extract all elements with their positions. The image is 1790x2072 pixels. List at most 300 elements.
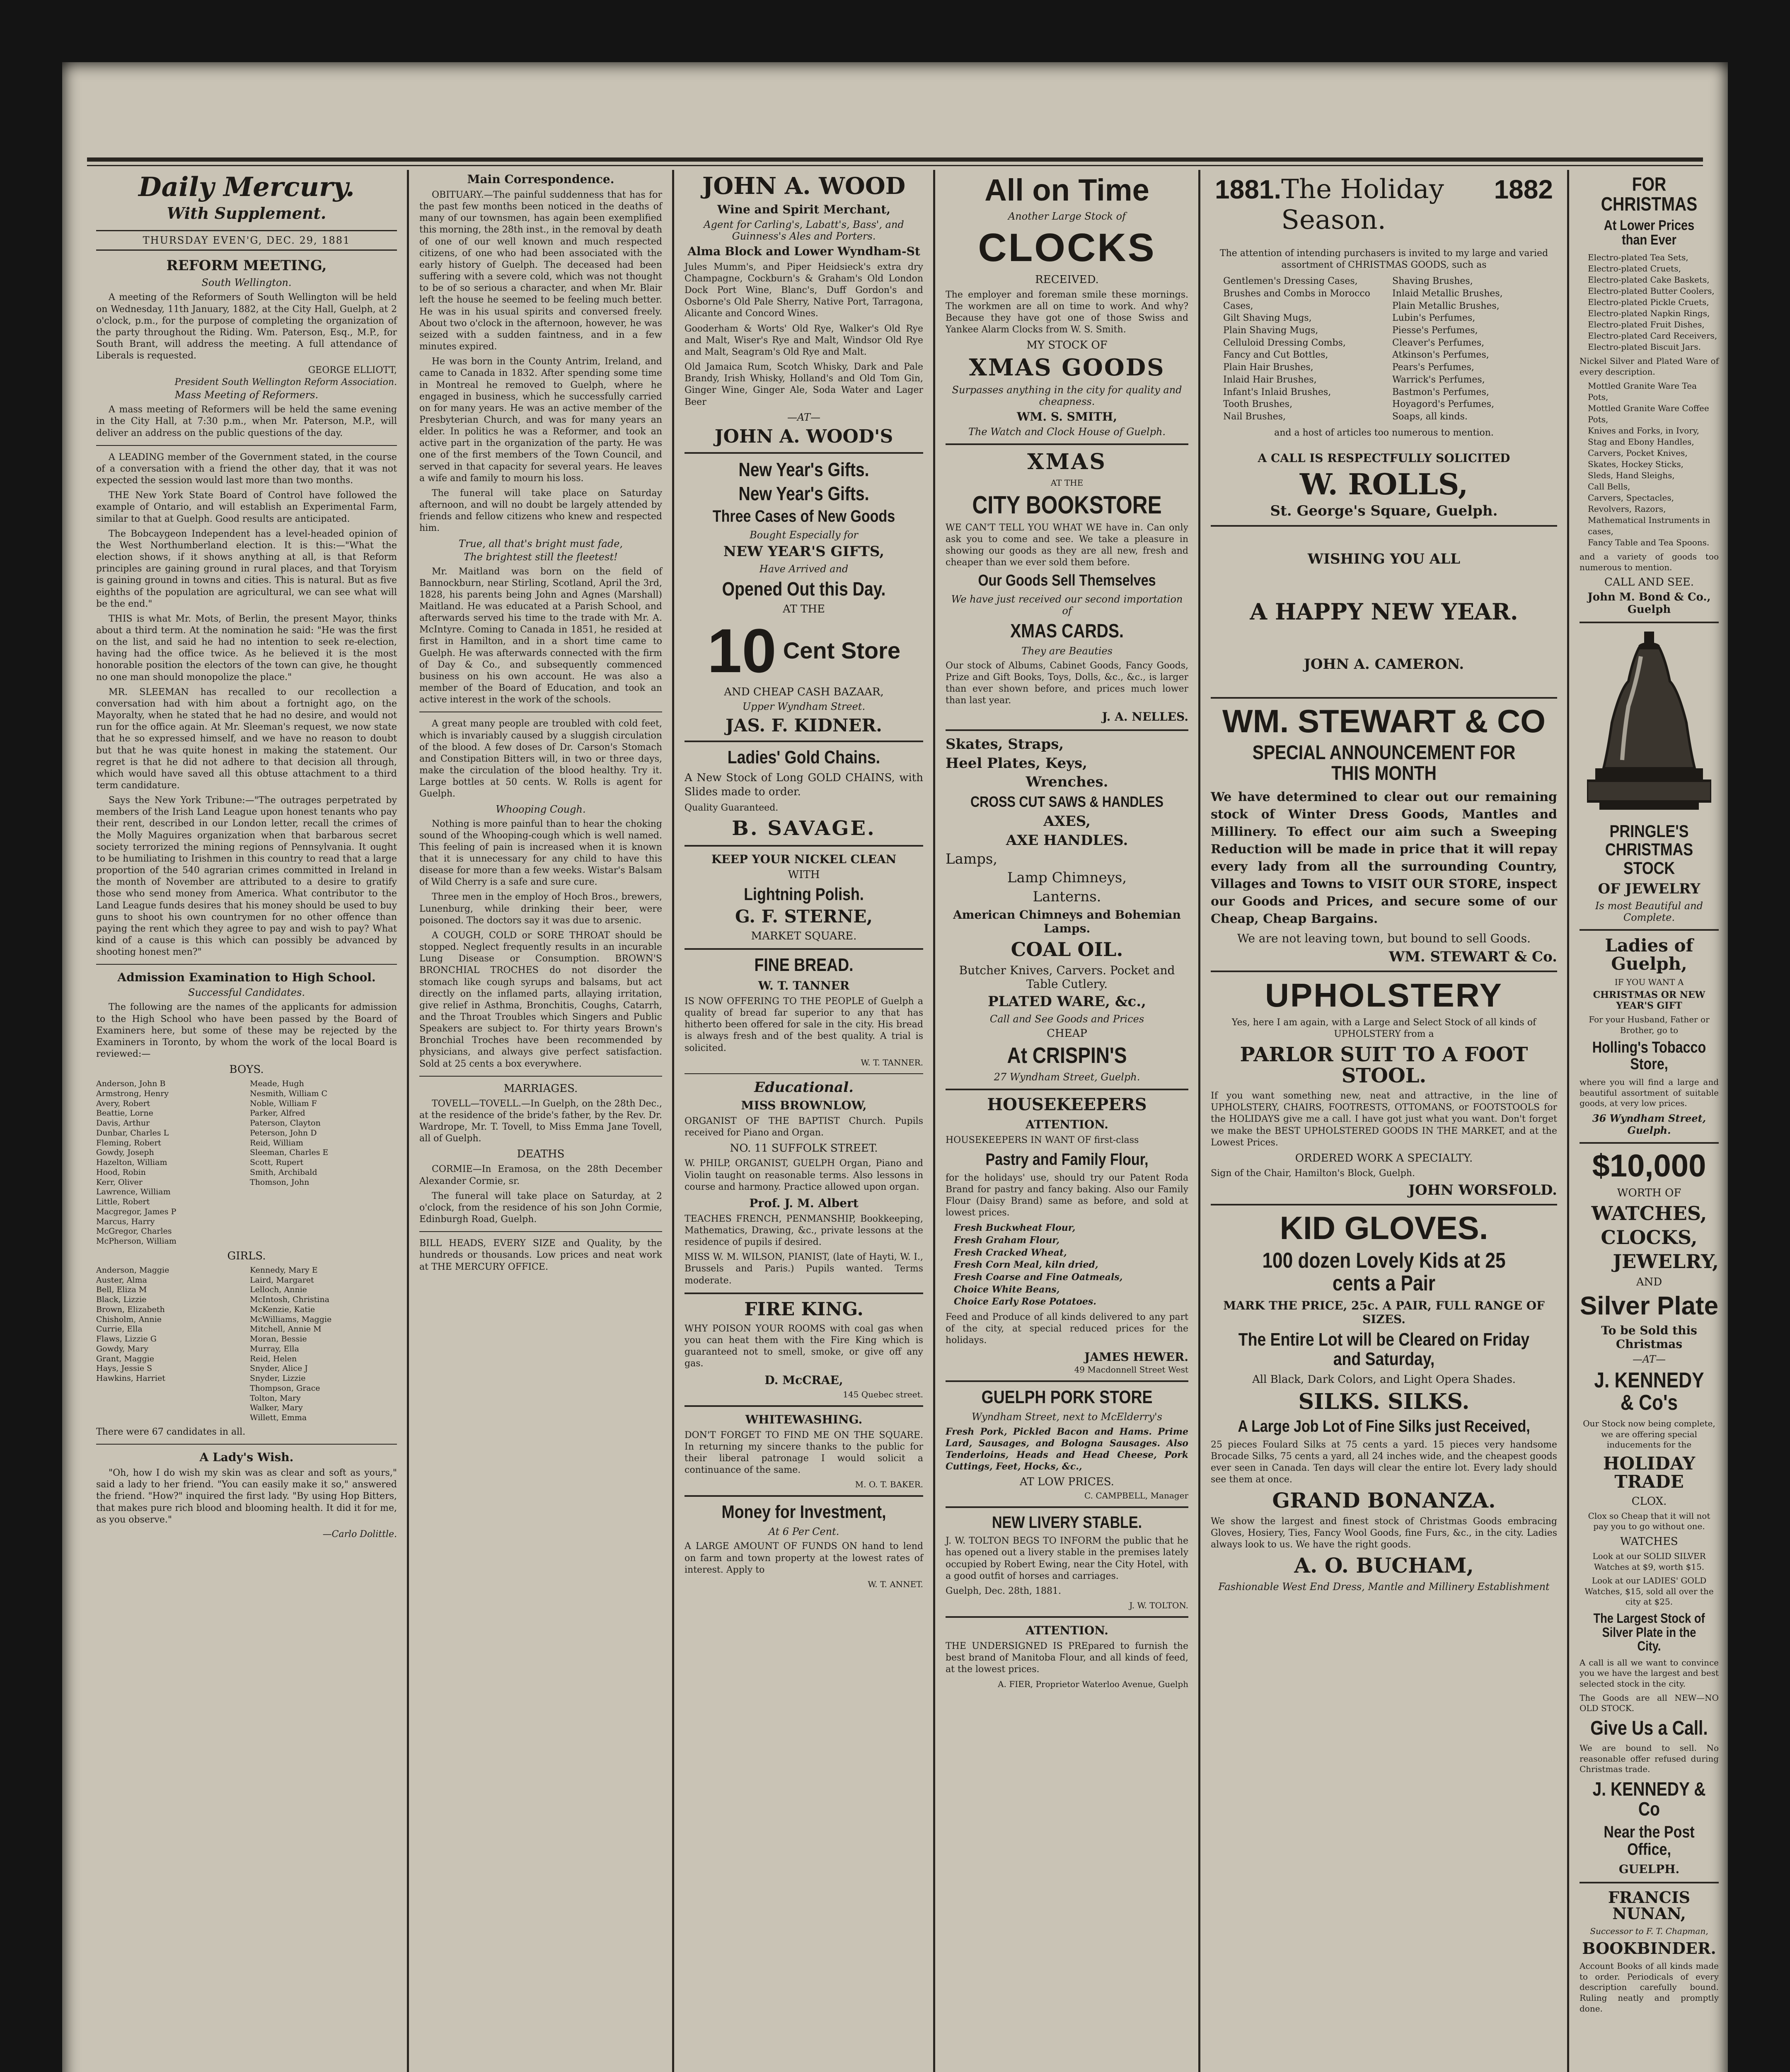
ad-cameron-name: JOHN A. CAMERON. (1304, 656, 1464, 673)
ad-stewart-signature: WM. STEWART & Co. (1389, 948, 1557, 965)
ad-text: Our stock of Albums, Cabinet Goods, Fancy Goods, Prize and Gift Books, Toys, Dolls, &c., &c., is larger than ever shown before, and prices much lower than last year. (946, 660, 1188, 706)
divider (1580, 929, 1719, 931)
list-item: Fresh Corn Meal, kiln dried, (954, 1259, 1098, 1271)
signature: A. FIER, Proprietor Waterloo Avenue, Guelph (998, 1679, 1188, 1689)
list-item: Electro-plated Napkin Rings, (1588, 308, 1710, 318)
signature: M. O. T. BAKER. (855, 1479, 923, 1490)
list-item: Marcus, Harry (96, 1217, 155, 1226)
ad-city-bookstore: CITY BOOKSTORE (972, 491, 1162, 519)
ad-brownlow-name: MISS BROWNLOW, (741, 1099, 867, 1113)
list-item: McPherson, William (96, 1237, 177, 1246)
ad-text: Look at our LADIES' GOLD Watches, $15, sold all over the city at $25. (1584, 1576, 1714, 1607)
ad-text: All Black, Dark Colors, and Light Opera Shades. (1252, 1373, 1516, 1386)
girls-column-a (96, 1266, 243, 1423)
ad-new-years-gifts: New Year's Gifts. (738, 483, 869, 505)
ad-text: CHEAP (1047, 1027, 1087, 1040)
list-heading: BOYS. (229, 1063, 264, 1076)
list-item: Kennedy, Mary E (250, 1265, 318, 1275)
ad-text: The Watch and Clock House of Guelph. (968, 426, 1166, 438)
divider (946, 1089, 1188, 1090)
ad-new-years-gifts-caps: NEW YEAR'S GIFTS, (723, 543, 885, 560)
signature: W. T. ANNET. (868, 1579, 923, 1589)
ad-text: TEACHES FRENCH, PENMANSHIP, Bookkeeping, Mathematics, Drawing, &c., private lessons at the residence of pupils if desired. (685, 1213, 923, 1248)
ad-text: CLOX. (1631, 1495, 1667, 1508)
ad-text: MARK THE PRICE, 25c. A PAIR, FULL RANGE OF SIZES. (1223, 1299, 1545, 1326)
ad-new-livery-stable: NEW LIVERY STABLE. (992, 1513, 1142, 1532)
list-item: Tolton, Mary (250, 1393, 301, 1403)
list-item: Hays, Jessie S (96, 1364, 152, 1373)
ad-mcrae-name: D. McCRAE, (764, 1373, 843, 1387)
list-item: Sleeman, Charles E (250, 1148, 329, 1157)
ad-upholstery: UPHOLSTERY (1265, 976, 1503, 1014)
boys-column-b (250, 1079, 397, 1247)
article-paragraph: THIS is what Mr. Mots, of Berlin, the present Mayor, thinks about a third term. At the nomination he said: "He was the first on the list, and said he had no intention to seek re-election, having had the office twice. As he believed it is the most honorable position the electors of the town can give, he thought no one man should monopolize the place." (96, 613, 397, 683)
column-rule (407, 170, 409, 2072)
ad-fine-bread: FINE BREAD. (754, 954, 854, 975)
list-item: Tooth Brushes, (1223, 399, 1293, 410)
ad-text: The Goods are all NEW—NO OLD STOCK. (1580, 1692, 1719, 1714)
ad-text: Fresh Pork, Pickled Bacon and Hams. Prime Lard, Sausages, and Bologna Sausages. Also Tenderloins, Heads and Head Cheese, Pork Cuttings, Feet, Hocks, &c., (946, 1426, 1188, 1472)
ad-kennedy-name: J. KENNEDY & Co's (1594, 1368, 1704, 1415)
ad-rolls-address: St. George's Square, Guelph. (1270, 503, 1498, 520)
article-paragraph: Says the New York Tribune:—"The outrages perpetrated by members of the Irish Land League upon honest tenants who pay their rent, described in our London letter, recall the crimes of the Molly Maguires organization when that barbarous secret society terrorized the mining regions of Pennsylvania. It ought to be humiliating to Irishmen in this country to read that a large proportion of the 540 agrarian crimes committed in Ireland in the month of November are attributed to a desire to gratify those who send money from America. What contributor to the Land League funds desires that his money should be used to buy guns to shoot his own countrymen for no other offence than paying the rent which they agree to pay and wish to pay? What kind of a cause is this which can possibly be advanced by shooting honest men?" (96, 795, 397, 958)
column-1 (87, 170, 406, 2072)
list-item: Anderson, John B (96, 1079, 166, 1089)
list-item: Electro-plated Tea Sets, (1588, 252, 1688, 262)
cent-store-label: Cent Store (783, 637, 900, 664)
ad-text: 27 Wyndham Street, Guelph. (994, 1071, 1140, 1083)
ad-all-on-time: All on Time (984, 173, 1149, 207)
ad-text: Heel Plates, Keys, (946, 755, 1087, 772)
list-item: Chisholm, Annie (96, 1314, 162, 1324)
ad-nunan-name: FRANCIS NUNAN, (1608, 1888, 1691, 1923)
section-heading-marriages: MARRIAGES. (503, 1082, 578, 1095)
ad-jewelry: JEWELRY, (1613, 1250, 1719, 1273)
list-item: Avery, Robert (96, 1099, 150, 1108)
signature: —Carlo Dolittle. (322, 1529, 397, 1539)
ad-text: AT THE (1050, 477, 1084, 488)
ad-text: Sign of the Chair, Hamilton's Block, Guelph. (1211, 1168, 1415, 1179)
ad-text: Yes, here I am again, with a Large and Select Stock of all kinds of UPHOLSTERY from a (1231, 1017, 1536, 1040)
list-item: Knives and Forks, in Ivory, Stag and Ebony Handles, (1588, 426, 1699, 447)
list-item: Plain Hair Brushes, (1223, 362, 1313, 373)
list-item: Paterson, Clayton (250, 1118, 321, 1128)
ad-goods-sell: Our Goods Sell Themselves (978, 572, 1156, 590)
ad-ten-thousand: $10,000 (1592, 1148, 1706, 1184)
ad-new-years-gifts: New Year's Gifts. (738, 458, 869, 480)
ad-wood-subtitle: Wine and Spirit Merchant, (717, 202, 890, 216)
ad-text: Look at our SOLID SILVER Watches at $9, worth $15. (1592, 1551, 1706, 1572)
list-item: Brown, Elizabeth (96, 1305, 165, 1314)
ten-numeral: 10 (707, 616, 776, 686)
ad-text: A LARGE AMOUNT OF FUNDS ON hand to lend on farm and town property at the lowest rates of interest. Apply to (685, 1541, 923, 1575)
list-item: Fresh Buckwheat Flour, (954, 1222, 1076, 1234)
ad-entire-lot: The Entire Lot will be Cleared on Friday and Saturday, (1238, 1329, 1530, 1369)
ad-text: MY STOCK OF (1026, 339, 1108, 352)
list-item: Shaving Brushes, (1392, 276, 1473, 287)
list-item: McIntosh, Christina (250, 1295, 329, 1305)
signature: GEORGE ELLIOTT, (308, 365, 397, 376)
headline-admission: Admission Examination to High School. (117, 971, 376, 985)
list-item: Electro-plated Cake Baskets, (1588, 274, 1710, 285)
ad-for-christmas: FOR CHRISTMAS (1601, 173, 1698, 215)
article-paragraph: A LEADING member of the Government stated, in the course of a conversation with a friend the other day, that it was not expected the session would last more than two months. (96, 452, 397, 486)
list-item: McGregor, Charles (96, 1227, 172, 1236)
list-item: Cleaver's Perfumes, (1392, 337, 1485, 348)
ad-text: AND CHEAP CASH BAZAAR, (724, 686, 884, 699)
ad-text: W. PHILP, ORGANIST, GUELPH Organ, Piano and Violin taught on reasonable terms. Also lessons in course and harmony. Practice allowed upon organ. (685, 1158, 923, 1192)
divider (685, 1405, 923, 1407)
list-item: Brushes and Combs in Morocco Cases, (1223, 288, 1370, 311)
ad-text: We are not leaving town, but bound to sell Goods. (1237, 931, 1531, 945)
list-item: Electro-plated Biscuit Jars. (1588, 341, 1701, 352)
list-item: Fancy and Cut Bottles, (1223, 350, 1328, 361)
divider (685, 948, 923, 950)
article-paragraph: Three men in the employ of Hoch Bros., brewers, Lunenburg, while drinking their beer, were poisoned. The doctors say it was due to arsenic. (419, 892, 662, 926)
ad-text: Gooderham & Worts' Old Rye, Walker's Old Rye and Malt, Wiser's Rye and Malt, Windsor Old Rye and Malt, Seagram's Old Rye and Malt. (685, 323, 923, 357)
ad-text: Clox so Cheap that it will not pay you to go without one. (1588, 1510, 1710, 1532)
list-item: Choice Early Rose Potatoes. (954, 1296, 1096, 1307)
list-item: McKenzie, Katie (250, 1305, 315, 1314)
divider (946, 443, 1188, 445)
divider (1211, 525, 1557, 527)
ad-text: 36 Wyndham Street, Guelph. (1592, 1112, 1706, 1136)
bell-jar-icon (1587, 632, 1711, 814)
list-item: Plain Metallic Brushes, (1392, 300, 1500, 311)
list-item: Fleming, Robert (96, 1138, 161, 1147)
ad-bond-name: John M. Bond & Co., Guelph (1587, 591, 1711, 616)
divider (685, 741, 923, 742)
ad-text: MISS W. M. WILSON, PIANIST, (late of Hayti, W. I., Brussels and Paris.) Pupils wanted. Terms moderate. (685, 1252, 923, 1286)
holiday-season-header (1215, 174, 1553, 235)
ad-lightning-polish: Lightning Polish. (744, 884, 864, 904)
article-paragraph: The following are the names of the applicants for admission to the High School who have been passed by the Board of Examiners here, but some of these may be rejected by the Examiners in Toronto, by whom the work of the local Board is reviewed:— (96, 1002, 397, 1059)
divider (1580, 622, 1719, 623)
ad-text: They are Beauties (1021, 645, 1113, 657)
ad-text: and a host of articles too numerous to mention. (1274, 427, 1494, 438)
article-paragraph: A mass meeting of Reformers will be held the same evening in the City Hall, at 7:30 p.m., when Mr. Paterson, M.P., will deliver an address on the public questions of the day. (96, 404, 397, 438)
ad-savage-name: B. SAVAGE. (732, 817, 876, 840)
list-item: Gilt Shaving Mugs, (1223, 313, 1312, 324)
signature: JAMES HEWER. (1084, 1350, 1188, 1364)
column-3 (675, 170, 932, 2072)
ad-xmas-cards: XMAS CARDS. (1010, 620, 1124, 642)
ad-silks: SILKS. SILKS. (1298, 1389, 1470, 1415)
divider (946, 1506, 1188, 1508)
boys-list (96, 1079, 397, 1247)
article-paragraph: The Bobcaygeon Independent has a level-headed opinion of the West Northumberland election. It is this:—"What the election shows, if it shows anything at all, is that Reform principles are gaining ground in rural places, and that Toryism is gaining ground in towns and cities. This is natural. But as five eighths of the population are agricultural, we can see what will be the end." (96, 528, 397, 609)
ad-text: Butcher Knives, Carvers. Pocket and Table Cutlery. (959, 963, 1175, 991)
divider (685, 452, 923, 454)
column-rule (933, 170, 935, 2072)
ad-text: We have determined to clear out our remaining stock of Winter Dress Goods, Mantles and Millinery. To effect our aim such a Sweeping Reduction will be made in price that it will repay every lady from all the surrounding Country, Villages and Towns to VISIT OUR STORE, inspect our Goods and Prices, and secure some of our Cheap, Cheap Bargains. (1211, 789, 1557, 926)
signature: President South Wellington Reform Association. (174, 377, 397, 388)
ad-kennedy-name-2: J. KENNEDY & Co (1592, 1778, 1706, 1820)
list-item: Lelloch, Annie (250, 1285, 307, 1295)
ad-text: AT LOW PRICES. (1020, 1476, 1114, 1489)
ad-text: MARKET SQUARE. (751, 929, 857, 942)
list-item: Reid, William (250, 1138, 303, 1147)
list-item: Fresh Coarse and Fine Oatmeals, (954, 1271, 1123, 1283)
ad-text: AND (1636, 1276, 1662, 1288)
column-rule (1198, 170, 1200, 2072)
ad-text: Old Jamaica Rum, Scotch Whisky, Dark and Pale Brandy, Irish Whisky, Holland's and Old Tom Gin, Ginger Wine, Ginger Ale, Soda Water and Lager Beer (685, 362, 923, 407)
ad-of-jewelry: OF JEWELRY (1598, 880, 1700, 897)
list-item: Choice White Beans, (954, 1284, 1060, 1295)
list-item: Inlaid Hair Brushes, (1223, 374, 1317, 385)
ad-bucham-name: A. O. BUCHAM, (1294, 1553, 1474, 1578)
ad-holling: Holling's Tobacco Store, (1592, 1039, 1706, 1073)
list-item: Skates, Hockey Sticks, (1588, 459, 1684, 470)
ad-fire-king: FIRE KING. (744, 1298, 864, 1320)
ad-largest-stock: The Largest Stock of Silver Plate in the City. (1593, 1611, 1705, 1654)
list-item: Celluloid Dressing Combs, (1223, 337, 1346, 348)
list-item: Thompson, Grace (250, 1383, 320, 1393)
top-rule-thin (87, 165, 1703, 166)
ad-text: If you want something new, neat and attractive, in the line of UPHOLSTERY, CHAIRS, FOOTRESTS, OTTOMANS, or FOOTSTOOLS for the HOLIDAYS give me a call. I have got just what you want. Don't forget we make the BEST UPHOLSTERED GOODS IN THE MARKET, and at the Lowest Prices. (1211, 1091, 1557, 1148)
ad-sterne-name: G. F. STERNE, (735, 906, 873, 927)
ad-text: HOUSEKEEPERS IN WANT OF first-class (946, 1135, 1139, 1146)
subhead: Whooping Cough. (496, 803, 586, 815)
list-item: Lubin's Perfumes, (1392, 313, 1476, 324)
ad-text: Feed and Produce of all kinds delivered to any part of the city, at special reduced prices for the holidays. (946, 1312, 1188, 1346)
list-item: Snyder, Lizzie (250, 1374, 306, 1383)
year-1881: 1881. (1215, 174, 1282, 204)
list-item: Davis, Arthur (96, 1118, 150, 1128)
divider (946, 729, 1188, 731)
girls-list (96, 1266, 397, 1423)
ad-text: Call and See Goods and Prices (989, 1013, 1144, 1025)
list-item: Parker, Alfred (250, 1109, 305, 1118)
ad-text: RECEIVED. (1035, 273, 1099, 286)
ad-lower-prices: At Lower Prices than Ever (1604, 217, 1695, 248)
divider (419, 1076, 662, 1077)
column-4 (936, 170, 1197, 2072)
divider (1211, 971, 1557, 972)
ad-silver-plate: Silver Plate (1580, 1291, 1719, 1320)
list-item: Beattie, Lorne (96, 1109, 153, 1118)
ad-coal-oil: COAL OIL. (1011, 938, 1123, 961)
list-item: Plain Shaving Mugs, (1223, 325, 1318, 336)
ad-axe-handles: AXE HANDLES. (1006, 832, 1128, 849)
ad-text: —AT— (1632, 1353, 1666, 1365)
list-item: Currie, Ella (96, 1324, 143, 1334)
subhead: Successful Candidates. (188, 987, 305, 999)
list-item: Snyder, Alice J (250, 1364, 308, 1373)
ad-text: NO. 11 SUFFOLK STREET. (730, 1142, 878, 1155)
list-item: Willett, Emma (250, 1413, 307, 1423)
list-item: Nail Brushes, (1223, 411, 1286, 422)
ad-text: Skates, Straps, (946, 736, 1064, 753)
ad-text: GUELPH. (1618, 1862, 1680, 1876)
ad-text: Jules Mumm's, and Piper Heidsieck's extra dry Champagne, Cockburn's & Graham's Old London Dock Port Wine, Blanc's, Duff Gordon's and Osborne's Old Pale Sherry, Native Port, Tarragona, Alicante and Concord Wines. (685, 261, 923, 319)
column-2 (410, 170, 671, 2072)
ad-tanner-name: W. T. TANNER (758, 978, 850, 992)
divider (685, 1293, 923, 1294)
ad-xmas: XMAS (1027, 449, 1107, 475)
ad-text: CALL AND SEE. (1604, 576, 1694, 589)
list-item: Nesmith, William C (250, 1089, 328, 1098)
list-item: Noble, William F (250, 1099, 317, 1108)
list-item: Murray, Ella (250, 1344, 299, 1353)
article-paragraph: Mr. Maitland was born on the field of Bannockburn, near Stirling, Scotland, April the 3rd, 1828, his parents being John and Agnes (Marshall) Maitland. He was educated at a Parish School, and afterwards served his time to the trade with Mr. A. McIntyre. Coming to Canada in 1851, he resided at first in Hamilton, and in a short time came to Guelph. He was afterwards connected with the firm of Day & Co., and subsequently commenced business on his own account. He was also a member of the Board of Education, and took an active interest in the work of the schools. (419, 566, 662, 705)
ad-bill-heads: BILL HEADS, EVERY SIZE and Quality, by the hundreds or thousands. Low prices and neat work at THE MERCURY OFFICE. (419, 1238, 662, 1272)
divider (685, 1495, 923, 1497)
ad-text: 25 pieces Foulard Silks at 75 cents a yard. 15 pieces very handsome Brocade Silks, 75 cents a yard, all 24 inches wide, and the cheapest goods ever seen in Canada. Ten days will clear the entire lot. Every lady should see them at once. (1211, 1439, 1557, 1485)
ad-text: Successor to F. T. Chapman, (1590, 1926, 1708, 1936)
ad-text: The attention of intending purchasers is invited to my large and varied assortment of CHRISTMAS GOODS, such as (1219, 248, 1548, 271)
divider (96, 964, 397, 965)
ad-text: Agent for Carling's, Labatt's, Bass', and Guinness's Ales and Porters. (704, 218, 904, 242)
list-item: Smith, Archibald (250, 1167, 317, 1177)
ad-smith-name: WM. S. SMITH, (1016, 410, 1117, 424)
signature: J. A. NELLES. (1102, 710, 1188, 724)
christmas-goods-list (1223, 275, 1545, 423)
ad-text: IF YOU WANT A (1614, 977, 1684, 988)
ad-text: WATCHES (1620, 1535, 1678, 1548)
ad-text: IS NOW OFFERING TO THE PEOPLE of Guelph a quality of bread far superior to any that has hitherto been offered for sale in the city. His bread is always fresh and of the best quality. A trial is solicited. (685, 996, 923, 1053)
list-item: Dunbar, Charles L (96, 1128, 169, 1138)
ad-cross-cut-saws: CROSS CUT SAWS & HANDLES (970, 793, 1164, 811)
ad-parlor-suit: PARLOR SUIT TO A FOOT STOOL. (1240, 1043, 1528, 1087)
list-item: Auster, Alma (96, 1275, 147, 1285)
column-rule (1567, 170, 1569, 2072)
headline-reform-meeting: REFORM MEETING, (166, 257, 327, 274)
signature: J. W. TOLTON. (1129, 1600, 1188, 1611)
list-item: Laird, Margaret (250, 1275, 314, 1285)
flour-list (954, 1222, 1188, 1308)
ad-text: Another Large Stock of (1008, 210, 1126, 222)
list-item: Warrick's Perfumes, (1392, 374, 1485, 385)
ad-silks-lot: A Large Job Lot of Fine Silks just Received, (1238, 1417, 1530, 1435)
ad-text: A CALL IS RESPECTFULLY SOLICITED (1258, 451, 1510, 465)
ad-text: We show the largest and finest stock of Christmas Goods embracing Gloves, Hosiery, Ties, Fancy Wool Goods, fine Furs, &c., in the city. Ladies always look to us. We have the right goods. (1211, 1516, 1557, 1550)
ad-stewart-name: WM. STEWART & CO (1222, 703, 1546, 740)
ad-happy-new-year: A HAPPY NEW YEAR. (1250, 598, 1518, 625)
list-item: Pears's Perfumes, (1392, 362, 1474, 373)
dateline: THURSDAY EVEN'G, DEC. 29, 1881 (96, 230, 397, 251)
ad-attention-2: ATTENTION. (1026, 1624, 1108, 1638)
ad-text: —AT— (787, 411, 821, 423)
ad-kidner-name: JAS. F. KIDNER. (726, 715, 882, 736)
ad-text: WORTH OF (1617, 1186, 1681, 1199)
ad-text: WHY POISON YOUR ROOMS with coal gas when you can heat them with the Fire King which is guaranteed not to smell, smoke, or give off any gas. (685, 1323, 923, 1369)
subhead: Mass Meeting of Reformers. (174, 389, 319, 401)
ad-gift: CHRISTMAS OR NEW YEAR'S GIFT (1593, 990, 1705, 1012)
ad-clocks: CLOCKS (978, 225, 1156, 270)
headline-correspondence: Main Correspondence. (467, 172, 614, 186)
ad-wood-title: JOHN A. WOOD (702, 172, 906, 200)
ad-crispins: At CRISPIN'S (1007, 1043, 1127, 1068)
list-item: Black, Lizzie (96, 1295, 147, 1305)
divider (96, 1444, 397, 1445)
ad-near-post-office: Near the Post Office, (1604, 1823, 1695, 1859)
divider (1580, 1142, 1719, 1144)
article-paragraph: Nothing is more painful than to hear the choking sound of the Whooping-cough which is well named. This feeling of pain is increased when it is known that it is unnecessary for any child to have this disease for more than a few weeks. Wistar's Balsam of Wild Cherry is a safe and sure cure. (419, 818, 662, 888)
ad-text: Is most Beautiful and Complete. (1595, 900, 1703, 924)
ad-text: Nickel Silver and Plated Ware of every description. (1580, 356, 1719, 377)
ad-ten-cent-store (685, 616, 923, 686)
article-paragraph: There were 67 candidates in all. (96, 1426, 246, 1437)
list-item: Carvers, Spectacles, Revolvers, Razors, (1588, 493, 1674, 514)
ad-wood-address: Alma Block and Lower Wyndham-St (687, 244, 920, 258)
subhead: South Wellington. (201, 277, 292, 289)
ad-text: 49 Macdonnell Street West (1074, 1364, 1188, 1375)
ad-woods-name: JOHN A. WOOD'S (714, 426, 893, 447)
list-item: Anderson, Maggie (96, 1265, 169, 1275)
ad-plated-ware: PLATED WARE, &c., (988, 993, 1146, 1010)
ad-text: A New Stock of Long GOLD CHAINS, with Slides made to order. (685, 772, 923, 798)
ad-whitewashing: WHITEWASHING. (745, 1412, 863, 1426)
ad-ladies-of-guelph: Ladies of Guelph, (1605, 935, 1693, 974)
ad-text: Bought Especially for (750, 529, 858, 541)
list-item: Bell, Eliza M (96, 1285, 147, 1295)
list-heading: GIRLS. (227, 1249, 266, 1262)
ad-text: Account Books of all kinds made to order. Periodicals of every description carefully bound. Ruling neatly and promptly done. (1580, 1961, 1719, 2014)
list-item: Hazelton, William (96, 1158, 167, 1167)
ad-text: THE UNDERSIGNED IS PREpared to furnish the best brand of Manitoba Flour, and all kinds of feed, at the lowest prices. (946, 1641, 1188, 1675)
headline-ladys-wish: A Lady's Wish. (199, 1450, 294, 1464)
ad-money-investment: Money for Investment, (721, 1502, 886, 1523)
ad-ladies-gold-chains: Ladies' Gold Chains. (727, 747, 880, 768)
ad-axes: AXES, (1043, 813, 1091, 830)
list-item: Mathematical Instruments in cases, (1588, 515, 1710, 537)
top-rule (87, 157, 1703, 162)
divider (419, 1231, 662, 1232)
ad-three-cases: Three Cases of New Goods (712, 507, 895, 526)
article-paragraph: TOVELL—TOVELL.—In Guelph, on the 28th Dec., at the residence of the bride's father, by the Rev. Dr. Wardrope, Mr. T. Tovell, to Miss Emma Jane Tovell, all of Guelph. (419, 1098, 662, 1144)
ad-text: AT THE (783, 603, 825, 616)
list-item: Sleds, Hand Sleighs, (1588, 470, 1675, 481)
list-item: Fresh Graham Flour, (954, 1234, 1059, 1246)
ad-hundred-dozen: 100 dozen Lovely Kids at 25 cents a Pair (1262, 1249, 1506, 1295)
list-item: Kerr, Oliver (96, 1177, 143, 1187)
ad-text: J. W. TOLTON BEGS TO INFORM the public that he has opened out a livery stable in the premises lately occupied by Robert Ewing, near the City Hotel, with a good outfit of horses and carriages. (946, 1536, 1188, 1581)
ad-text: ORGANIST OF THE BAPTIST Church. Pupils received for Piano and Organ. (685, 1116, 923, 1138)
list-item: Gowdy, Joseph (96, 1148, 154, 1157)
ad-text: and a variety of goods too numerous to mention. (1580, 552, 1719, 572)
list-item: Thomson, John (250, 1177, 310, 1187)
column-rule (672, 170, 674, 2072)
list-item: Carvers, Pocket Knives, (1588, 448, 1688, 458)
column-5 (1202, 170, 1566, 2072)
ad-text: Surpasses anything in the city for quality and cheapness. (952, 384, 1182, 408)
plated-goods-list (1588, 252, 1719, 353)
ad-xmas-goods: XMAS GOODS (969, 354, 1165, 382)
article-paragraph: A meeting of the Reformers of South Wellington will be held on Wednesday, 11th January, 1882, at the City Hall, Guelph, at 2 o'clock, p.m., for the purpose of completing the organization of the party throughout the Riding. Wm. Paterson, Esq., M.P., for South Brant, will address the meeting. A full attendance of Liberals is requested. (96, 292, 397, 361)
list-item: Grant, Maggie (96, 1354, 154, 1363)
list-item: Fresh Cracked Wheat, (954, 1247, 1067, 1258)
article-paragraph: "Oh, how I do wish my skin was as clear and soft as yours," said a lady to her friend. "You can easily make it so," answered the friend. "How?" inquired the first lady. "By using Hop Bitters, that makes pure rich blood and blooming health. It did it for me, as you observe." (96, 1468, 397, 1525)
ad-pringles: PRINGLE'S CHRISTMAS STOCK (1605, 821, 1693, 878)
list-item: Armstrong, Henry (96, 1089, 169, 1098)
list-item: Atkinson's Perfumes, (1392, 350, 1489, 361)
list-item: Mitchell, Annie M (250, 1324, 322, 1334)
divider (1211, 697, 1557, 699)
divider (96, 445, 397, 446)
ad-attention: ATTENTION. (1026, 1118, 1108, 1132)
ad-bookbinder: BOOKBINDER. (1582, 1939, 1716, 1958)
ad-text: where you will find a large and beautiful assortment of suitable goods, at very low prices. (1580, 1077, 1719, 1109)
signature: W. T. TANNER. (861, 1057, 923, 1067)
ad-text: At 6 Per Cent. (768, 1526, 839, 1538)
ad-text: Guelph, Dec. 28th, 1881. (946, 1585, 1061, 1596)
divider (1580, 1882, 1719, 1883)
ad-pastry-flour: Pastry and Family Flour, (985, 1150, 1149, 1169)
masthead-title: Daily Mercury. (138, 172, 355, 203)
list-item: Electro-plated Cruets, (1588, 263, 1681, 274)
ad-holiday-trade: HOLIDAY TRADE (1603, 1453, 1696, 1492)
